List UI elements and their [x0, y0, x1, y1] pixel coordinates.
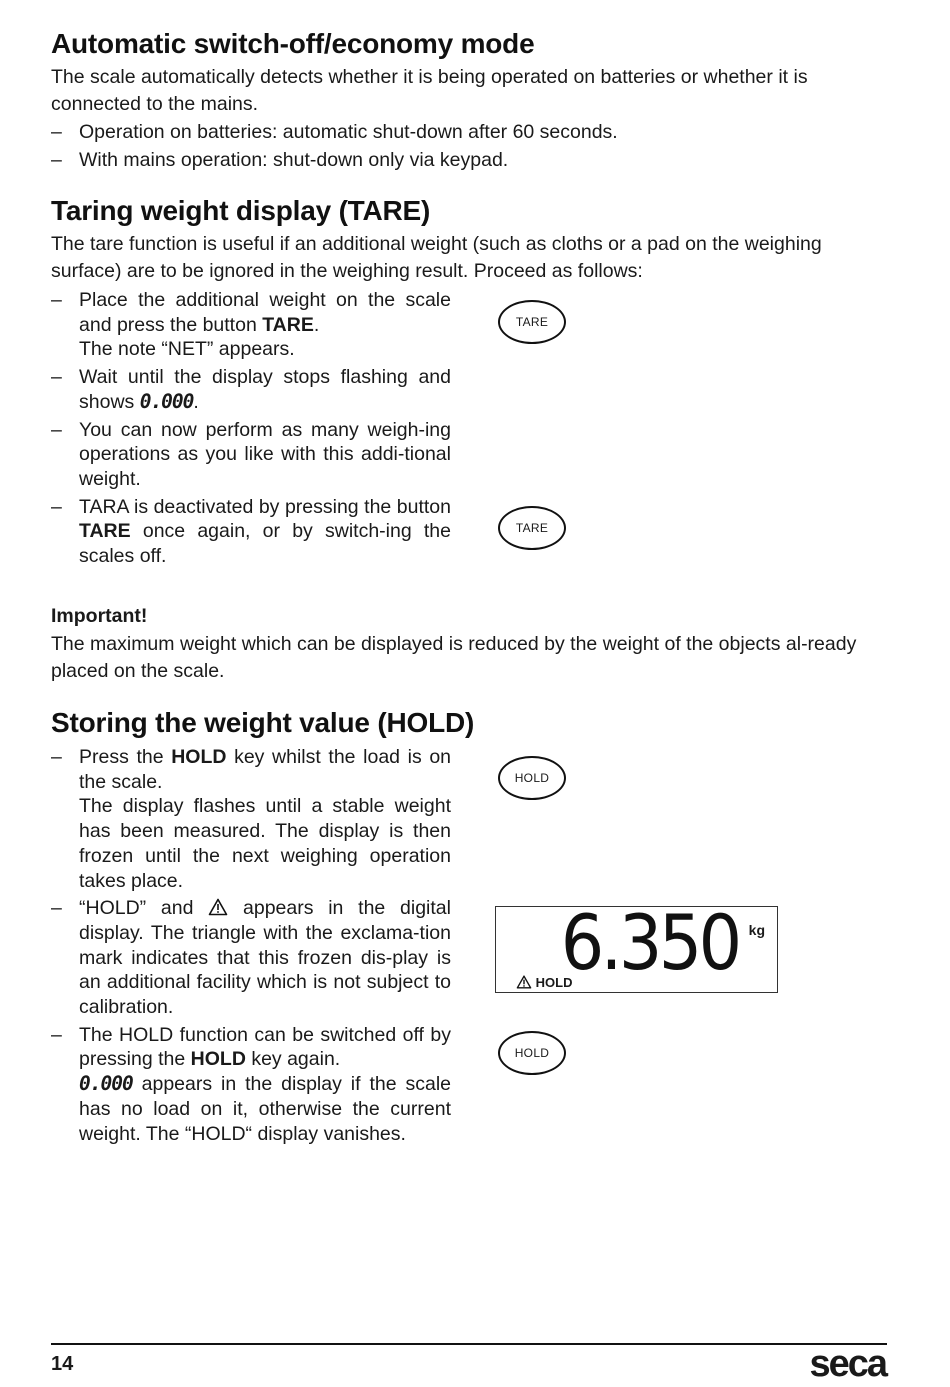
- auto-item-mains: – With mains operation: shut-down only via keypad.: [51, 147, 879, 174]
- tare-step-weigh: – You can now perform as many weigh-ing operations as you like with this addi-tional weight.: [51, 418, 451, 492]
- hold-button: HOLD: [498, 1031, 566, 1075]
- page-number: 14: [51, 1353, 74, 1375]
- tare-button: TARE: [498, 300, 566, 344]
- heading-hold: Storing the weight value (HOLD): [51, 707, 475, 738]
- auto-item-batteries: – Operation on batteries: automatic shut-down after 60 seconds.: [51, 119, 879, 146]
- tare-intro: The tare function is useful if an additional weight (such as cloths or a pad on the weighing surface) are to be ignored in the weighing result. Proceed as follows:: [51, 233, 822, 282]
- tare-step-deactivate: – TARA is deactivated by pressing the button TARE once again, or by switch-ing the scales off.: [51, 495, 451, 569]
- hold-step-switch-off: – The HOLD function can be switched off by pressing the HOLD key again. 0.000 appears in the display if the scale has no load on it, otherwise the current weight. The “HOLD“ display vanishes.: [51, 1023, 451, 1147]
- warning-triangle-icon: [208, 898, 228, 916]
- hold-step-display: – “HOLD” and appears in the digital display. The triangle with the exclama-tion mark indicates that this frozen dis-play is an additional facility which is not subject to calibration.: [51, 896, 451, 1020]
- important-text: The maximum weight which can be displayed is reduced by the weight of the objects al-ready placed on the scale.: [51, 633, 857, 682]
- scale-digital-display: [495, 898, 778, 993]
- tare-step-wait: – Wait until the display stops flashing and shows 0.000.: [51, 365, 451, 414]
- hold-button: HOLD: [498, 756, 566, 800]
- footer-rule: [51, 1343, 887, 1345]
- display-hold-status: HOLD: [516, 975, 572, 990]
- tare-steps: [51, 288, 451, 569]
- tare-step-place-weight: – Place the additional weight on the scale and press the button TARE. The note “NET” appears.: [51, 288, 451, 362]
- lcd-zero-reading: 0.000: [139, 389, 194, 413]
- hold-steps: [51, 745, 451, 1146]
- tare-button: TARE: [498, 506, 566, 550]
- hold-step-press: – Press the HOLD key whilst the load is on the scale. The display flashes until a stable weight has been measured. The display is then frozen until the next weighing operation takes place.: [51, 745, 451, 893]
- warning-triangle-icon: [516, 975, 532, 989]
- heading-auto-switch-off: Automatic switch-off/economy mode: [51, 28, 535, 59]
- seca-logo: seca: [809, 1343, 886, 1385]
- display-weight-value: 6.350: [561, 898, 739, 987]
- display-unit: kg: [748, 922, 765, 938]
- lcd-zero-reading: 0.000: [79, 1072, 133, 1096]
- heading-tare: Taring weight display (TARE): [51, 195, 431, 226]
- auto-intro: The scale automatically detects whether it is being operated on batteries or whether it is connected to the mains.: [51, 66, 808, 115]
- important-label: Important!: [51, 605, 148, 627]
